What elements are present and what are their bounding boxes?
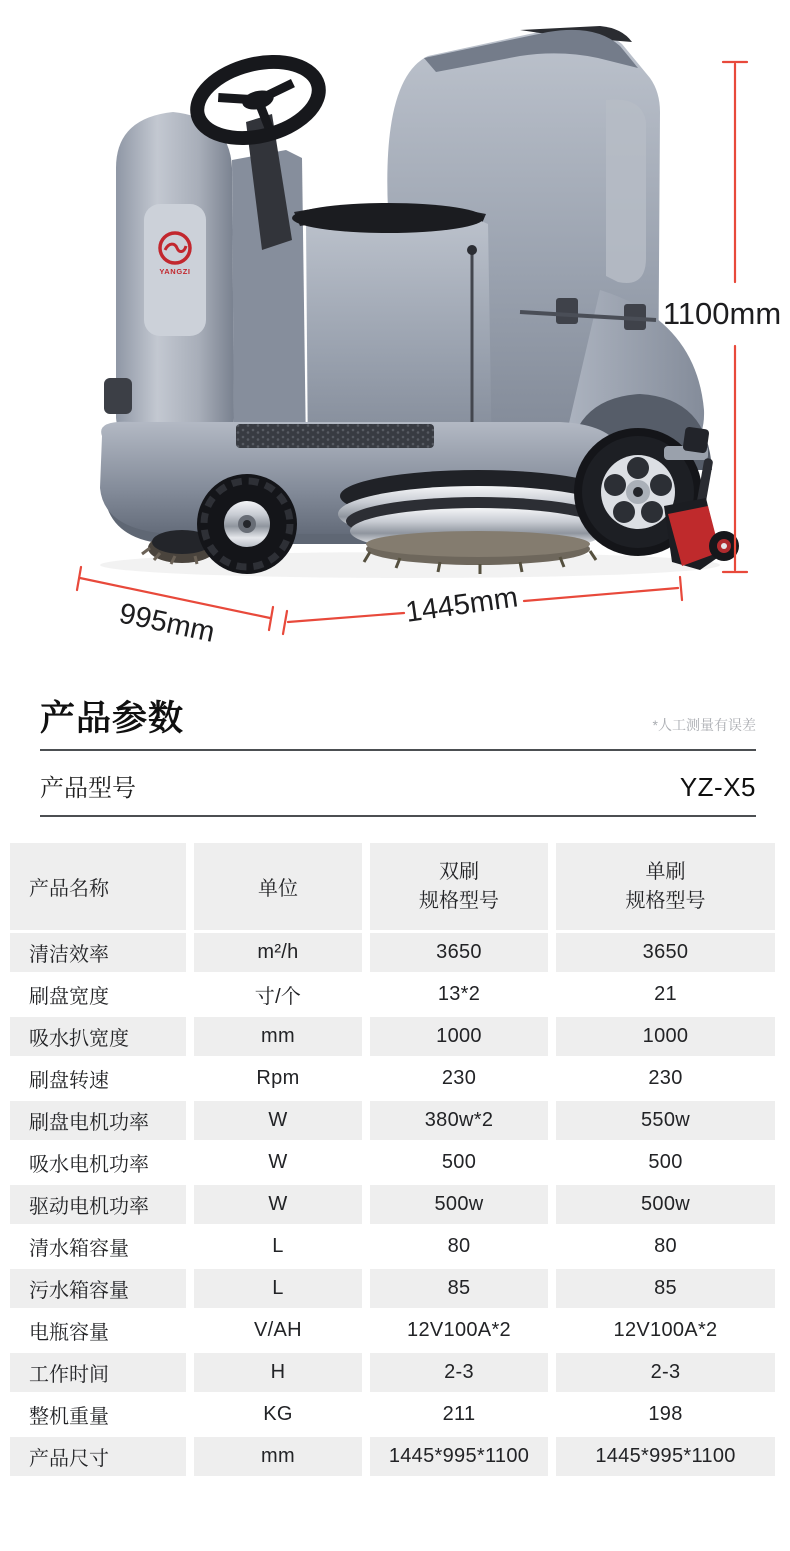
row-single-value: 80 <box>556 1227 775 1266</box>
foot-platform-mesh <box>236 424 434 448</box>
row-label: 产品尺寸 <box>10 1437 186 1476</box>
row-single-value: 500 <box>556 1143 775 1182</box>
row-label: 刷盘宽度 <box>10 975 186 1014</box>
row-double-value: 1445*995*1100 <box>370 1437 548 1476</box>
header-double-brush <box>370 843 548 930</box>
table-row <box>10 1059 775 1098</box>
table-row <box>10 1395 775 1434</box>
spec-table <box>10 843 775 1479</box>
row-unit: Rpm <box>194 1059 362 1098</box>
row-unit: m²/h <box>194 933 362 972</box>
row-double-value: 80 <box>370 1227 548 1266</box>
row-label: 清水箱容量 <box>10 1227 186 1266</box>
row-label: 吸水电机功率 <box>10 1143 186 1182</box>
model-label: 产品型号 <box>40 775 136 802</box>
table-row <box>10 1143 775 1182</box>
recovery-tank <box>104 112 234 452</box>
row-single-value: 198 <box>556 1395 775 1434</box>
length-dimension-label: 1445mm <box>403 581 520 629</box>
row-double-value: 380w*2 <box>370 1101 548 1140</box>
table-row <box>10 975 775 1014</box>
row-label: 驱动电机功率 <box>10 1185 186 1224</box>
header-unit: 单位 <box>194 843 362 930</box>
row-unit: V/AH <box>194 1311 362 1350</box>
table-row <box>10 1101 775 1140</box>
row-label: 工作时间 <box>10 1353 186 1392</box>
row-unit: W <box>194 1143 362 1182</box>
table-row <box>10 1353 775 1392</box>
row-double-value: 500w <box>370 1185 548 1224</box>
row-single-value: 230 <box>556 1059 775 1098</box>
row-unit: W <box>194 1101 362 1140</box>
row-single-value: 1000 <box>556 1017 775 1056</box>
row-double-value: 13*2 <box>370 975 548 1014</box>
row-unit: KG <box>194 1395 362 1434</box>
row-label: 刷盘电机功率 <box>10 1101 186 1140</box>
model-row <box>40 768 756 817</box>
header-single-line2: 规格型号 <box>625 889 706 912</box>
row-single-value: 1445*995*1100 <box>556 1437 775 1476</box>
row-label: 刷盘转速 <box>10 1059 186 1098</box>
row-single-value: 500w <box>556 1185 775 1224</box>
table-row <box>10 1269 775 1308</box>
row-double-value: 230 <box>370 1059 548 1098</box>
row-unit: mm <box>194 1017 362 1056</box>
row-single-value: 12V100A*2 <box>556 1311 775 1350</box>
table-row <box>10 1227 775 1266</box>
height-dimension-label: 1100mm <box>662 296 782 331</box>
table-row <box>10 1437 775 1476</box>
row-unit: L <box>194 1269 362 1308</box>
row-double-value: 12V100A*2 <box>370 1311 548 1350</box>
table-row <box>10 933 775 972</box>
header-double-line1: 双刷 <box>439 860 479 883</box>
row-double-value: 3650 <box>370 933 548 972</box>
row-unit: W <box>194 1185 362 1224</box>
row-single-value: 550w <box>556 1101 775 1140</box>
row-label: 清洁效率 <box>10 933 186 972</box>
section-header <box>40 700 756 751</box>
row-unit: 寸/个 <box>194 975 362 1014</box>
seat-cushion <box>292 203 484 233</box>
row-label: 电瓶容量 <box>10 1311 186 1350</box>
row-single-value: 21 <box>556 975 775 1014</box>
table-header-row <box>10 843 775 930</box>
brand-name: YANGZI <box>159 267 191 276</box>
header-single-brush <box>556 843 775 930</box>
machine-illustration <box>0 0 790 660</box>
header-single-line1: 单刷 <box>645 860 686 883</box>
row-single-value: 3650 <box>556 933 775 972</box>
steering-wheel <box>189 50 327 150</box>
row-unit: H <box>194 1353 362 1392</box>
hinge-plate <box>556 298 578 324</box>
row-label: 污水箱容量 <box>10 1269 186 1308</box>
header-double-line2: 规格型号 <box>419 889 499 912</box>
model-value: YZ-X5 <box>679 772 756 802</box>
row-single-value: 85 <box>556 1269 775 1308</box>
row-unit: L <box>194 1227 362 1266</box>
width-dimension-label: 995mm <box>116 597 218 649</box>
page-title: 产品参数 <box>40 699 185 738</box>
table-row <box>10 1311 775 1350</box>
header-product-name: 产品名称 <box>10 843 186 930</box>
row-double-value: 85 <box>370 1269 548 1308</box>
table-row <box>10 1185 775 1224</box>
row-double-value: 500 <box>370 1143 548 1182</box>
row-single-value: 2-3 <box>556 1353 775 1392</box>
rear-wheel <box>197 474 297 574</box>
row-label: 吸水扒宽度 <box>10 1017 186 1056</box>
row-label: 整机重量 <box>10 1395 186 1434</box>
row-double-value: 1000 <box>370 1017 548 1056</box>
measure-disclaimer: *人工测量有误差 <box>652 716 756 733</box>
table-row <box>10 1017 775 1056</box>
row-unit: mm <box>194 1437 362 1476</box>
row-double-value: 2-3 <box>370 1353 548 1392</box>
row-double-value: 211 <box>370 1395 548 1434</box>
